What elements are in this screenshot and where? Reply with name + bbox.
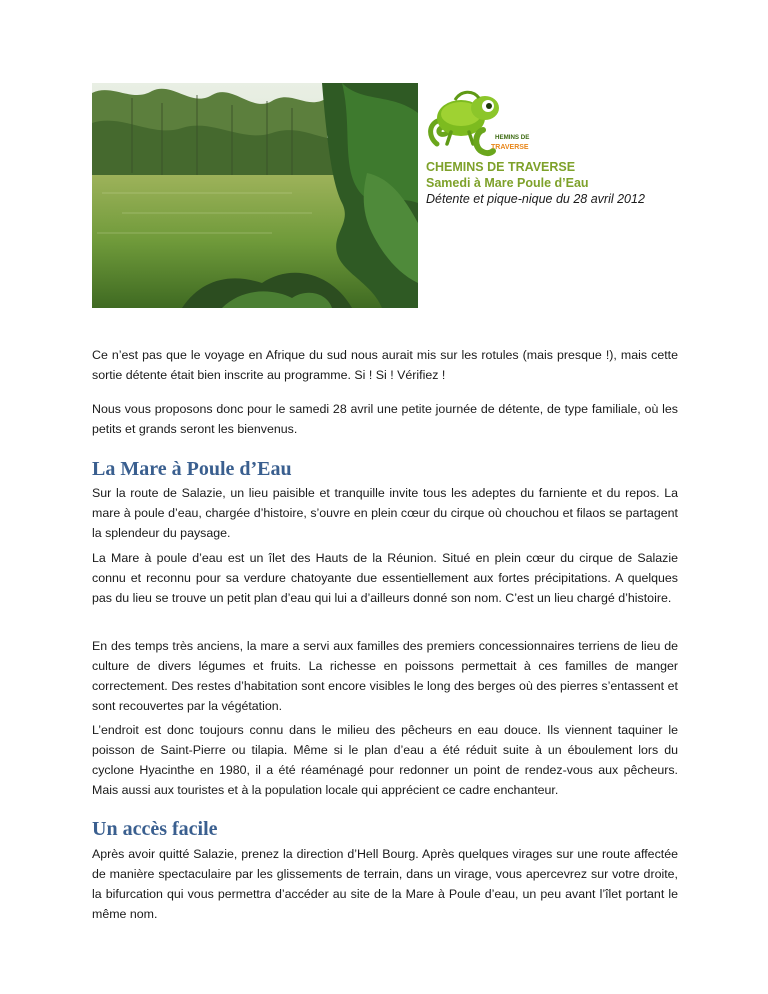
intro-paragraph-2: Nous vous proposons donc pour le samedi 28 avril une petite journée de détente, de type familiale, où les petits et grands seront les bienvenus. — [92, 402, 678, 436]
event-date: Détente et pique-nique du 28 avril 2012 — [426, 192, 645, 206]
section1-paragraph-4: L’endroit est donc toujours connu dans le milieu des pêcheurs en eau douce. Ils viennent taquiner le poisson de Saint-Pierre ou tilapia. Même si le plan d’eau a été réduit suite à un éboulement lors du cyclone Hyacinthe en 1980, il a été réaménagé pour redonner un point de rendez-vous aux pêcheurs. Mais aussi aux touristes et à la population locale qui apprécient ce cadre enchanteur. — [92, 723, 678, 797]
chemins-de-traverse-logo — [425, 86, 530, 158]
intro-paragraph-1: Ce n’est pas que le voyage en Afrique du sud nous aurait mis sur les rotules (mais presque !), mais cette sortie détente était bien inscrite au programme. Si ! Si ! Vérifiez ! — [92, 348, 678, 382]
section-heading-acces: Un accès facile — [92, 818, 218, 840]
header-block — [426, 159, 645, 207]
organization-name: CHEMINS DE TRAVERSE — [426, 160, 576, 174]
section2-paragraph-1: Après avoir quitté Salazie, prenez la direction d’Hell Bourg. Après quelques virages sur une route affectée de manière spectaculaire par les glissements de terrain, dans un virage, vous apercevrez sur votre droite, la bifurcation qui vous permettra d’accéder au site de la Mare à Poule d’eau, un peu avant l’îlet portant le même nom. — [92, 847, 678, 921]
section-heading-mare: La Mare à Poule d’Eau — [92, 458, 292, 480]
lake-photo — [92, 83, 418, 308]
section1-paragraph-2: La Mare à poule d’eau est un îlet des Hauts de la Réunion. Situé en plein cœur du cirque de Salazie connu et reconnu pour sa verdure chatoyante due essentiellement aux fortes précipitations. A quelques pas du lieu se trouve un petit plan d’eau qui lui a d’ailleurs donné son nom. C’est un lieu chargé d’histoire. — [92, 551, 678, 605]
section1-paragraph-3: En des temps très anciens, la mare a servi aux familles des premiers concessionnaires terriens de lieu de culture de divers légumes et fruits. La richesse en poissons permettait à ces familles de manger correctement. Des restes d’habitation sont encore visibles le long des berges où des pierres s’entassent et sont recouvertes par la végétation. — [92, 639, 678, 713]
event-title: Samedi à Mare Poule d’Eau — [426, 176, 589, 190]
logo-text-top: HEMINS DE — [495, 134, 530, 141]
section1-paragraph-1: Sur la route de Salazie, un lieu paisible et tranquille invite tous les adeptes du farniente et du repos. La mare à poule d’eau, chargée d’histoire, s’ouvre en plein cœur du cirque où chouchou et filaos se partagent la splendeur du paysage. — [92, 486, 678, 540]
logo-text-bottom: TRAVERSE — [491, 144, 529, 151]
